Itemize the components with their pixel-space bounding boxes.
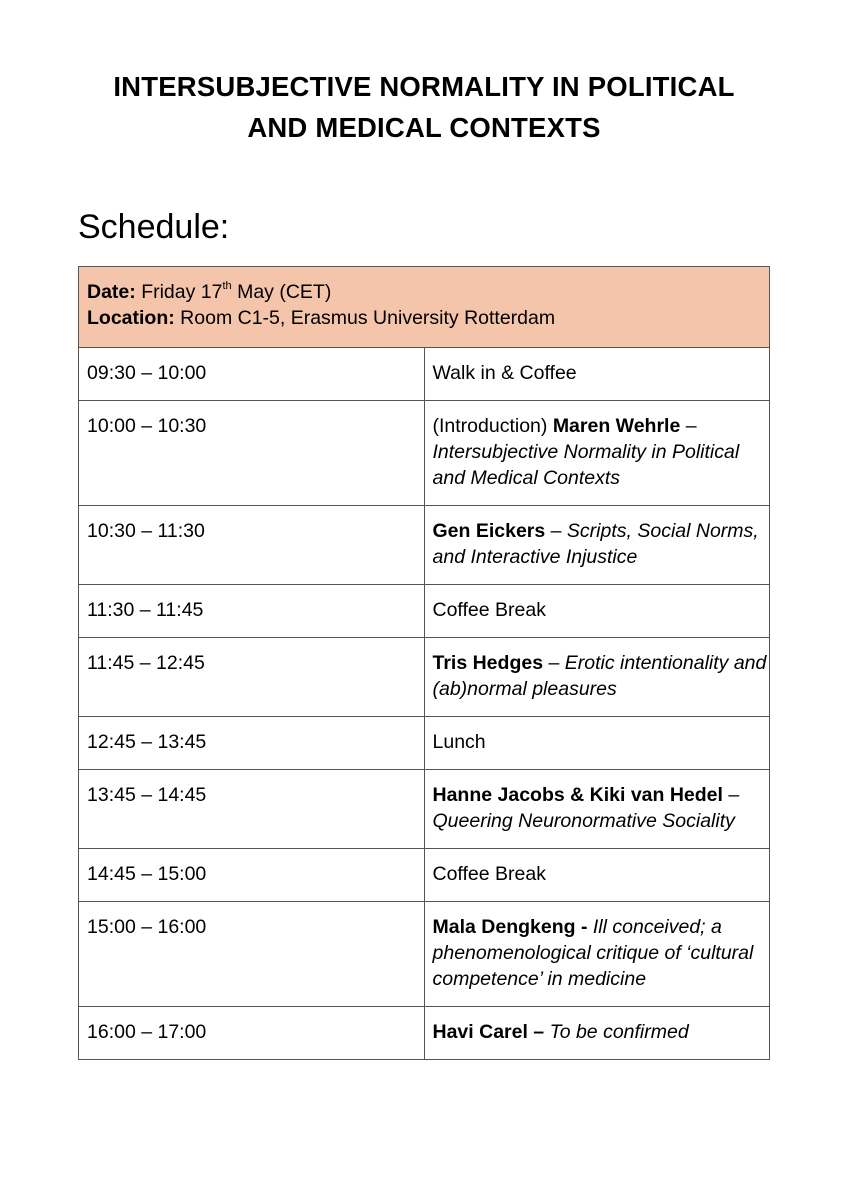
time-cell: 13:45 – 14:45 — [79, 770, 425, 849]
session-cell — [424, 401, 770, 506]
session-cell — [424, 348, 770, 401]
time-cell: 14:45 – 15:00 — [79, 849, 425, 902]
time-cell: 10:00 – 10:30 — [79, 401, 425, 506]
session-cell — [424, 717, 770, 770]
schedule-row — [79, 717, 770, 770]
schedule-row — [79, 849, 770, 902]
session-prefix: Lunch — [432, 731, 486, 753]
separator: – — [545, 520, 567, 542]
session-cell — [424, 902, 770, 1007]
document-title — [0, 66, 848, 148]
schedule-row — [79, 401, 770, 506]
session-cell — [424, 638, 770, 717]
schedule-row — [79, 902, 770, 1007]
schedule-heading: Schedule: — [78, 208, 230, 246]
time-cell: 09:30 – 10:00 — [79, 348, 425, 401]
session-cell — [424, 770, 770, 849]
speaker-name: Gen Eickers — [432, 520, 546, 542]
session-prefix: Walk in & Coffee — [432, 362, 577, 384]
time-cell: 15:00 – 16:00 — [79, 902, 425, 1007]
schedule-row — [79, 348, 770, 401]
speaker-name: Havi Carel – — [432, 1021, 545, 1043]
date-label: Date: — [87, 281, 136, 303]
session-prefix: (Introduction) — [432, 415, 553, 437]
talk-title: Erotic intentionality and (ab)normal pleasures — [432, 652, 767, 700]
location-label: Location: — [87, 307, 175, 329]
time-cell: 12:45 – 13:45 — [79, 717, 425, 770]
schedule-table — [78, 266, 770, 1060]
talk-title: Ill conceived; a phenomenological critique of ‘cultural competence’ in medicine — [432, 916, 754, 990]
separator: – — [680, 415, 697, 437]
session-cell — [424, 1007, 770, 1060]
separator: – — [543, 652, 565, 674]
separator: – — [722, 784, 740, 806]
date-line — [87, 279, 769, 305]
time-cell: 11:45 – 12:45 — [79, 638, 425, 717]
talk-title: Scripts, Social Norms, and Interactive Injustice — [432, 520, 759, 568]
session-prefix: Coffee Break — [432, 863, 546, 885]
location-line — [87, 305, 769, 331]
event-info-cell — [79, 267, 770, 348]
schedule-row — [79, 585, 770, 638]
header-row — [79, 267, 770, 348]
speaker-name: Tris Hedges — [432, 652, 544, 674]
speaker-name: Mala Dengkeng - — [432, 916, 588, 938]
time-cell: 11:30 – 11:45 — [79, 585, 425, 638]
speaker-name: Hanne Jacobs & Kiki van Hedel — [432, 784, 723, 806]
speaker-name: Maren Wehrle — [552, 415, 681, 437]
session-cell — [424, 585, 770, 638]
session-cell — [424, 506, 770, 585]
schedule-row — [79, 770, 770, 849]
session-cell — [424, 849, 770, 902]
talk-title: Queering Neuronormative Sociality — [432, 810, 735, 832]
talk-title: To be confirmed — [549, 1021, 689, 1043]
title-line-2: AND MEDICAL CONTEXTS — [247, 112, 601, 143]
session-prefix: Coffee Break — [432, 599, 546, 621]
schedule-row — [79, 638, 770, 717]
schedule-row — [79, 506, 770, 585]
title-line-1: INTERSUBJECTIVE NORMALITY IN POLITICAL — [113, 71, 735, 102]
schedule-row — [79, 1007, 770, 1060]
talk-title: Intersubjective Normality in Political and Medical Contexts — [432, 441, 740, 489]
time-cell: 10:30 – 11:30 — [79, 506, 425, 585]
date-value: Friday 17th May (CET) — [141, 280, 332, 303]
location-value: Room C1-5, Erasmus University Rotterdam — [180, 307, 556, 329]
time-cell: 16:00 – 17:00 — [79, 1007, 425, 1060]
